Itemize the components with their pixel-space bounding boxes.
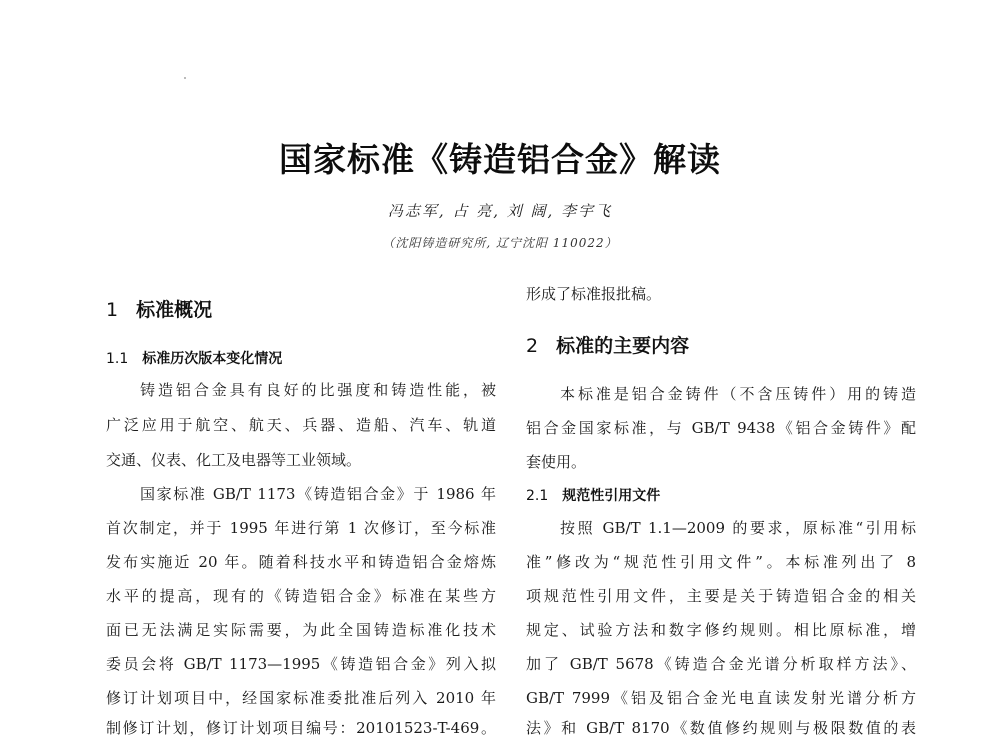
body-line: 修订计划项目中，经国家标准委批准后列入 2010 年	[106, 689, 496, 707]
section-number: 1	[106, 299, 119, 321]
body-line: 规定、试验方法和数字修约规则。相比原标准，增	[526, 621, 916, 639]
body-line: 面已无法满足实际需要，为此全国铸造标准化技术	[106, 621, 496, 639]
body-line: 铝合金国家标准，与 GB/T 9438《铝合金铸件》配	[526, 419, 916, 437]
body-line: 铸造铝合金具有良好的比强度和铸造性能，被	[140, 381, 496, 399]
subsection-number: 1.1	[106, 351, 129, 367]
body-line: GB/T 7999《铝及铝合金光电直读发射光谱分析方	[526, 689, 916, 707]
body-line: 国家标准 GB/T 1173《铸造铝合金》于 1986 年	[140, 485, 496, 503]
body-line: 制修订计划，修订计划项目编号：20101523-T-469。	[106, 719, 496, 737]
body-line: 交通、仪表、化工及电器等工业领域。	[106, 451, 362, 469]
scan-speck	[184, 77, 186, 79]
body-line: 广泛应用于航空、航天、兵器、造船、汽车、轨道	[106, 416, 496, 434]
body-line: 委员会将 GB/T 1173—1995《铸造铝合金》列入拟	[106, 655, 496, 673]
section-title: 标准概况	[136, 299, 213, 321]
section-number: 2	[526, 335, 539, 357]
body-line: 水平的提高，现有的《铸造铝合金》标准在某些方	[106, 587, 496, 605]
body-line: 加了 GB/T 5678《铸造合金光谱分析取样方法》、	[526, 655, 916, 673]
body-line: 法》和 GB/T 8170《数值修约规则与极限数值的表	[526, 719, 916, 737]
body-line: 按照 GB/T 1.1—2009 的要求，原标准“引用标	[560, 519, 916, 537]
subsection-heading-2-1	[526, 485, 660, 505]
body-line: 首次制定，并于 1995 年进行第 1 次修订，至今标准	[106, 519, 496, 537]
subsection-number: 2.1	[526, 488, 549, 504]
body-line: 项规范性引用文件，主要是关于铸造铝合金的相关	[526, 587, 916, 605]
paper-title: 国家标准《铸造铝合金》解读	[279, 140, 721, 179]
section-heading-1	[106, 295, 212, 322]
subsection-title: 规范性引用文件	[562, 488, 661, 504]
section-title: 标准的主要内容	[556, 335, 690, 357]
section-heading-2	[526, 331, 689, 358]
body-line: 本标准是铝合金铸件（不含压铸件）用的铸造	[560, 385, 916, 403]
author-affiliation: （沈阳铸造研究所, 辽宁沈阳 110022）	[382, 236, 618, 250]
body-line: 形成了标准报批稿。	[526, 285, 662, 303]
body-line: 发布实施近 20 年。随着科技水平和铸造铝合金熔炼	[106, 553, 496, 571]
body-line: 套使用。	[526, 453, 587, 471]
subsection-title: 标准历次版本变化情况	[142, 351, 283, 367]
body-line: 准”修改为“规范性引用文件”。本标准列出了 8	[526, 553, 916, 571]
subsection-heading-1-1	[106, 348, 282, 368]
author-list: 冯志军, 占 亮, 刘 阔, 李宇飞	[387, 202, 613, 220]
